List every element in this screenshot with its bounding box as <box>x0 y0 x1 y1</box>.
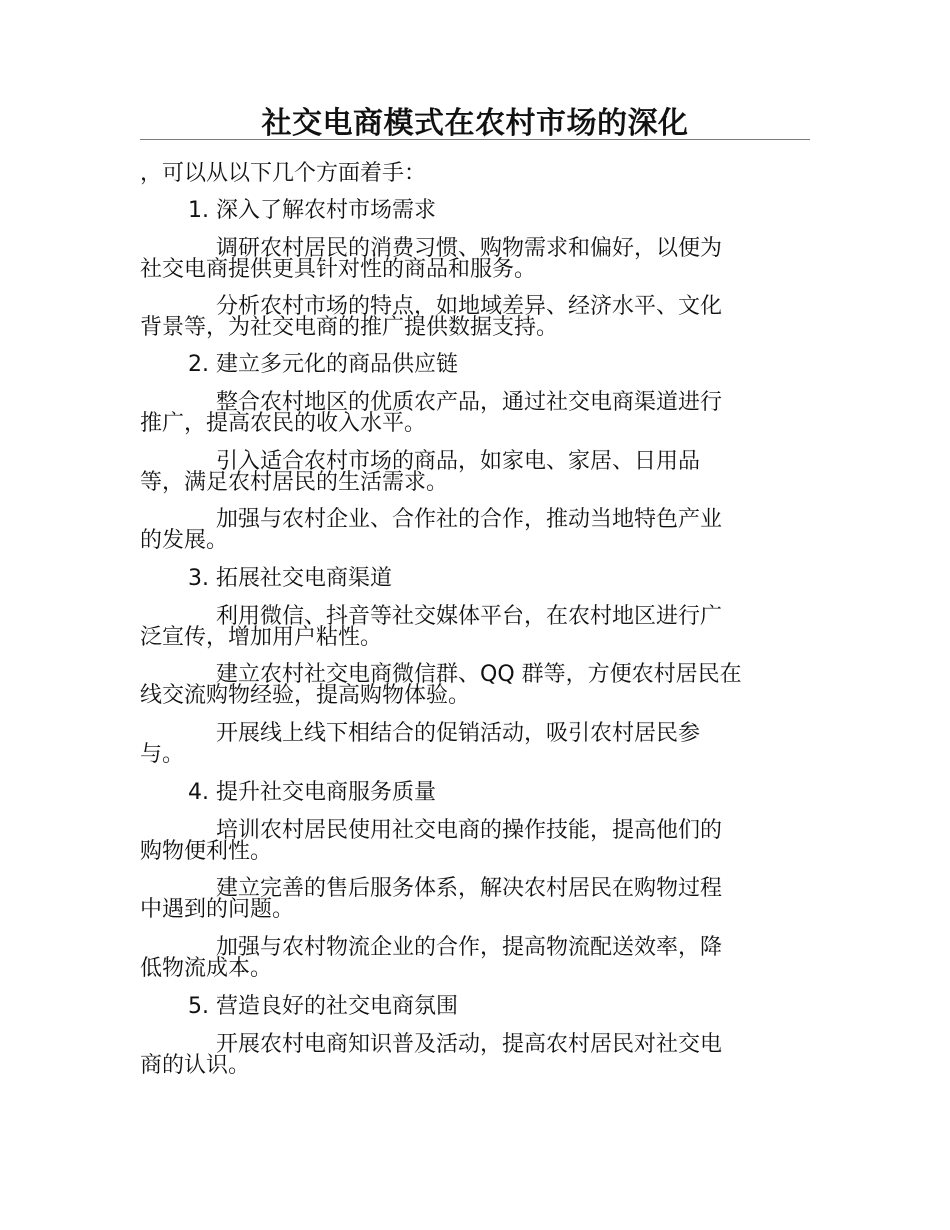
paragraph <box>140 818 790 865</box>
paragraph <box>140 662 790 709</box>
paragraph-line-second: 低物流成本。 <box>140 956 273 981</box>
section-heading-4: 4. 提升社交电商服务质量 <box>188 780 436 805</box>
paragraph <box>140 507 790 554</box>
section-heading-1: 1. 深入了解农村市场需求 <box>188 198 436 223</box>
paragraph <box>140 236 790 283</box>
paragraph <box>140 935 790 982</box>
paragraph-line-second: 与。 <box>140 742 185 767</box>
paragraph-line-first: 建立完善的售后服务体系，解决农村居民在购物过程 <box>216 876 723 901</box>
section-heading-5: 5. 营造良好的社交电商氛围 <box>188 994 458 1019</box>
paragraph-line-second: 购物便利性。 <box>140 839 273 864</box>
paragraph-line-first: 调研农村居民的消费习惯、购物需求和偏好，以便为 <box>216 236 723 261</box>
paragraph-line-second: 的发展。 <box>140 528 229 553</box>
section-heading-3: 3. 拓展社交电商渠道 <box>188 566 392 591</box>
paragraph <box>140 876 790 923</box>
intro-line: ，可以从以下几个方面着手： <box>140 161 427 186</box>
paragraph-line-first: 培训农村居民使用社交电商的操作技能，提高他们的 <box>216 818 723 843</box>
paragraph-line-second: 推广，提高农民的收入水平。 <box>140 411 427 436</box>
paragraph-line-first: 加强与农村物流企业的合作，提高物流配送效率，降 <box>216 935 723 960</box>
paragraph-line-second: 线交流购物经验，提高购物体验。 <box>140 683 471 708</box>
paragraph-line-second: 等，满足农村居民的生活需求。 <box>140 470 449 495</box>
paragraph-line-first: 利用微信、抖音等社交媒体平台，在农村地区进行广 <box>216 604 723 629</box>
paragraph-line-first: 建立农村社交电商微信群、QQ 群等，方便农村居民在 <box>216 662 742 687</box>
paragraph-line-second: 中遇到的问题。 <box>140 897 295 922</box>
paragraph-line-first: 加强与农村企业、合作社的合作，推动当地特色产业 <box>216 507 723 532</box>
paragraph <box>140 721 790 768</box>
paragraph <box>140 1032 790 1079</box>
paragraph-line-first: 开展农村电商知识普及活动，提高农村居民对社交电 <box>216 1032 723 1057</box>
paragraph-line-second: 泛宣传，增加用户粘性。 <box>140 625 383 650</box>
document-title: 社交电商模式在农村市场的深化 <box>261 106 689 141</box>
paragraph-line-first: 开展线上线下相结合的促销活动，吸引农村居民参 <box>216 721 701 746</box>
paragraph-line-first: 引入适合农村市场的商品，如家电、家居、日用品 <box>216 449 701 474</box>
paragraph-line-first: 分析农村市场的特点，如地域差异、经济水平、文化 <box>216 294 723 319</box>
paragraph-line-second: 社交电商提供更具针对性的商品和服务。 <box>140 257 537 282</box>
paragraph-line-second: 商的认识。 <box>140 1053 251 1078</box>
paragraph-line-first: 整合农村地区的优质农产品，通过社交电商渠道进行 <box>216 390 723 415</box>
paragraph <box>140 294 790 341</box>
paragraph <box>140 604 790 651</box>
section-heading-2: 2. 建立多元化的商品供应链 <box>188 352 458 377</box>
paragraph <box>140 449 790 496</box>
paragraph-line-second: 背景等，为社交电商的推广提供数据支持。 <box>140 315 559 340</box>
title-underline <box>140 139 810 140</box>
paragraph <box>140 390 790 437</box>
